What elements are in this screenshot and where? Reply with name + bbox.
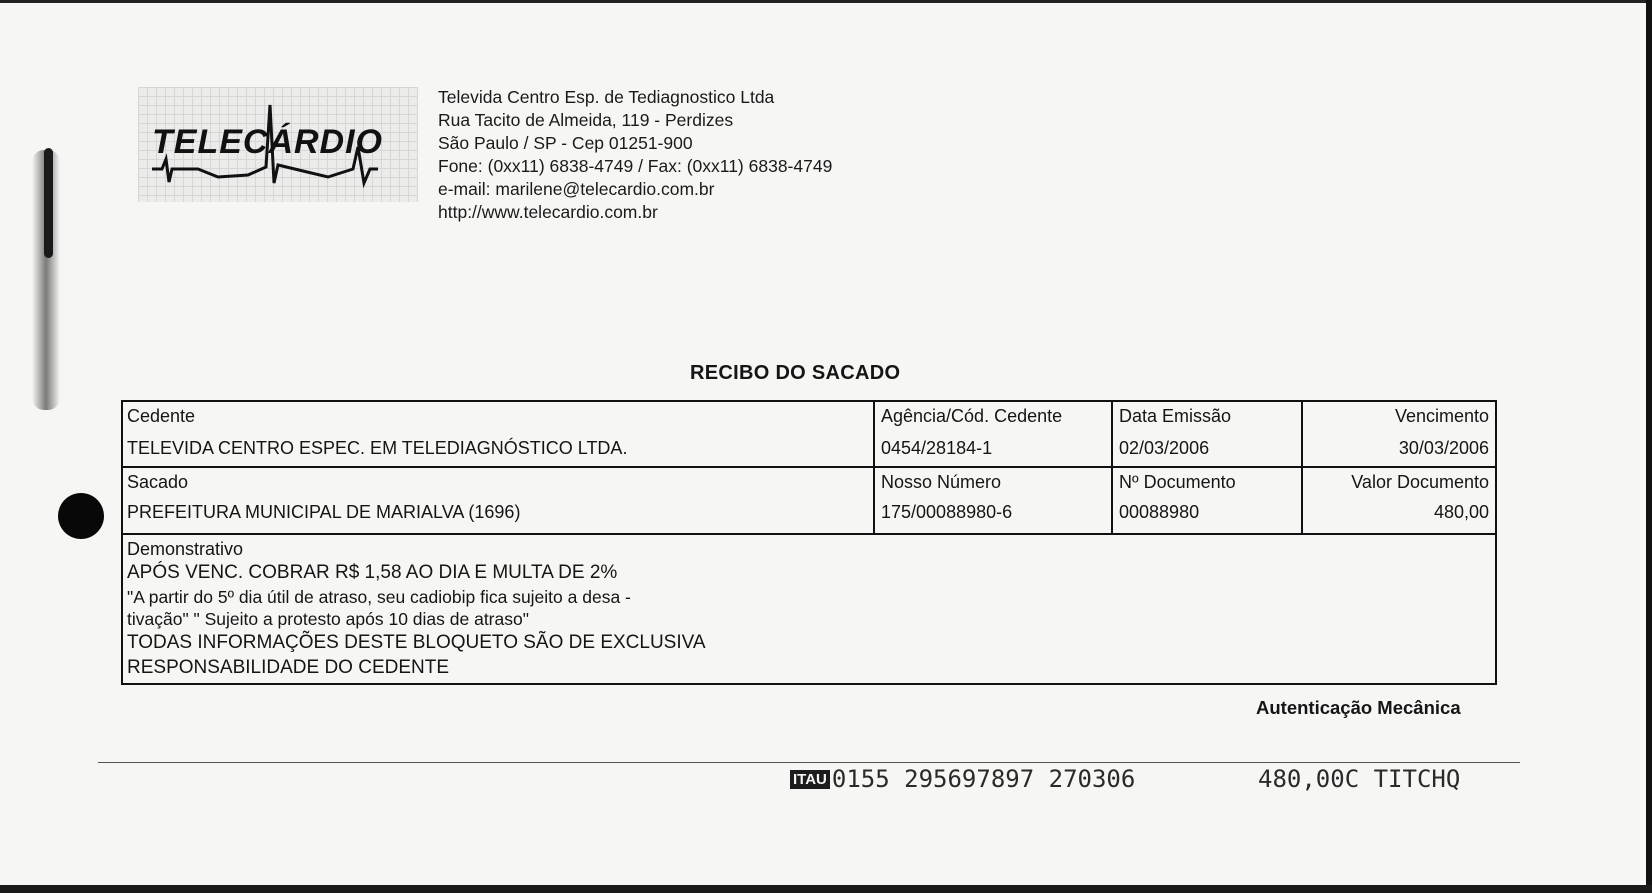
scan-smear-dark bbox=[44, 148, 53, 258]
cedente-value: TELEVIDA CENTRO ESPEC. EM TELEDIAGNÓSTICO LTDA. bbox=[127, 438, 628, 458]
cedente-label: Cedente bbox=[127, 406, 196, 426]
company-email: e-mail: marilene@telecardio.com.br bbox=[438, 179, 715, 199]
scan-edge-bottom bbox=[0, 885, 1652, 893]
vencimento-value: 30/03/2006 bbox=[1398, 438, 1489, 458]
valor-label: Valor Documento bbox=[1351, 472, 1489, 492]
sacado-label: Sacado bbox=[127, 472, 189, 492]
agencia-value: 0454/28184-1 bbox=[881, 438, 993, 458]
vencimento-label: Vencimento bbox=[1394, 406, 1489, 426]
mechanical-auth-amount: 480,00C TITCHQ bbox=[1258, 765, 1461, 793]
company-phone: Fone: (0xx11) 6838-4749 / Fax: (0xx11) 6838-4749 bbox=[438, 156, 833, 176]
col-divider-3 bbox=[1301, 402, 1303, 535]
valor-value: 480,00 bbox=[1433, 502, 1489, 522]
demonstrativo-line-2: "A partir do 5º dia útil de atraso, seu cadiobip fica sujeito a desa - bbox=[127, 587, 631, 607]
demonstrativo-line-1: APÓS VENC. COBRAR R$ 1,58 AO DIA E MULTA DE 2% bbox=[127, 562, 618, 583]
autenticacao-label: Autenticação Mecânica bbox=[1256, 697, 1461, 718]
demonstrativo-label: Demonstrativo bbox=[127, 539, 244, 559]
col-divider-1 bbox=[873, 402, 875, 535]
receipt-title: RECIBO DO SACADO bbox=[690, 362, 901, 384]
company-website: http://www.telecardio.com.br bbox=[438, 202, 658, 222]
company-city: São Paulo / SP - Cep 01251-900 bbox=[438, 133, 693, 153]
demonstrativo-line-5: RESPONSABILIDADE DO CEDENTE bbox=[127, 657, 450, 678]
scan-edge-top bbox=[0, 0, 1652, 3]
n-documento-value: 00088980 bbox=[1119, 502, 1200, 522]
cut-line bbox=[98, 762, 1520, 763]
data-emissao-label: Data Emissão bbox=[1119, 406, 1232, 426]
company-name: Televida Centro Esp. de Tediagnostico Ltda bbox=[438, 87, 775, 107]
col-divider-2 bbox=[1111, 402, 1113, 535]
demonstrativo-section bbox=[127, 538, 706, 680]
sacado-value: PREFEITURA MUNICIPAL DE MARIALVA (1696) bbox=[127, 502, 521, 522]
row-divider-1 bbox=[123, 466, 1495, 468]
nosso-numero-value: 175/00088980-6 bbox=[881, 502, 1013, 522]
agencia-label: Agência/Cód. Cedente bbox=[881, 406, 1063, 426]
company-address: Rua Tacito de Almeida, 119 - Perdizes bbox=[438, 110, 734, 130]
scan-edge-right bbox=[1646, 0, 1652, 893]
nosso-numero-label: Nosso Número bbox=[881, 472, 1002, 492]
bank-stamp: ITAU bbox=[790, 770, 830, 789]
logo-text: TELECÁRDIO bbox=[152, 123, 383, 161]
mechanical-auth-code bbox=[790, 765, 1135, 793]
data-emissao-value: 02/03/2006 bbox=[1119, 438, 1210, 458]
auth-code: 0155 295697897 270306 bbox=[831, 765, 1136, 793]
n-documento-label: Nº Documento bbox=[1119, 472, 1236, 492]
company-logo bbox=[138, 87, 418, 202]
receipt-table bbox=[121, 400, 1497, 685]
punch-hole bbox=[58, 493, 104, 539]
company-info bbox=[438, 86, 832, 224]
demonstrativo-line-3: tivação" " Sujeito a protesto após 10 dias de atraso" bbox=[127, 609, 529, 629]
demonstrativo-line-4: TODAS INFORMAÇÕES DESTE BLOQUETO SÃO DE EXCLUSIVA bbox=[127, 632, 706, 653]
row-divider-2 bbox=[123, 533, 1495, 535]
